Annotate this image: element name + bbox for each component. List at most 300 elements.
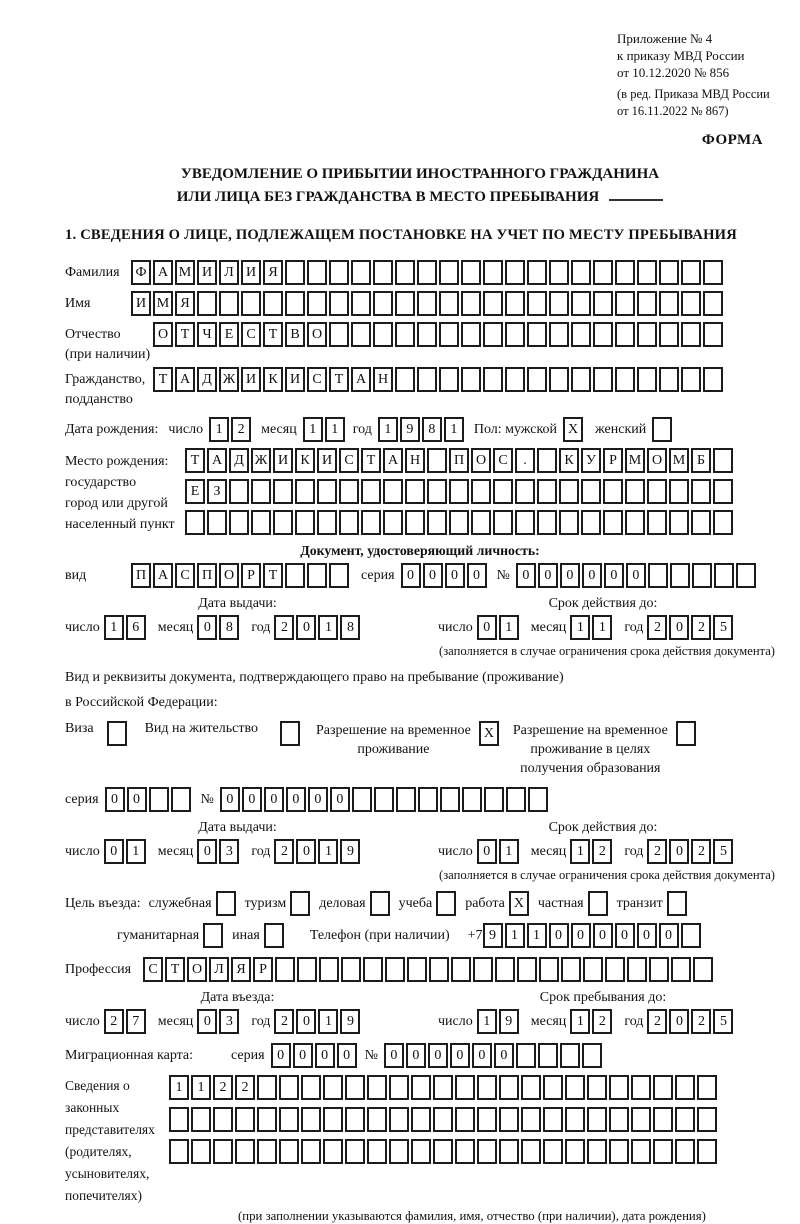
- char-cell[interactable]: 3: [219, 1009, 239, 1034]
- char-cell[interactable]: 2: [691, 839, 711, 864]
- char-cell[interactable]: [676, 721, 696, 746]
- char-cell[interactable]: 8: [219, 615, 239, 640]
- char-cell[interactable]: Д: [197, 367, 217, 392]
- char-cell[interactable]: [461, 291, 481, 316]
- char-cell[interactable]: С: [307, 367, 327, 392]
- char-cell[interactable]: [559, 510, 579, 535]
- char-cell[interactable]: [483, 260, 503, 285]
- char-cell[interactable]: [697, 1075, 717, 1100]
- char-cell[interactable]: 5: [713, 839, 733, 864]
- char-cell[interactable]: В: [285, 322, 305, 347]
- char-cell[interactable]: [433, 1107, 453, 1132]
- char-cell[interactable]: [363, 957, 383, 982]
- char-cell[interactable]: [539, 957, 559, 982]
- char-cell[interactable]: И: [285, 367, 305, 392]
- char-cell[interactable]: [433, 1075, 453, 1100]
- char-cell[interactable]: Н: [405, 448, 425, 473]
- char-cell[interactable]: [462, 787, 482, 812]
- char-cell[interactable]: [319, 957, 339, 982]
- char-cell[interactable]: [297, 957, 317, 982]
- char-cell[interactable]: [307, 260, 327, 285]
- char-cell[interactable]: [383, 510, 403, 535]
- char-cell[interactable]: [427, 479, 447, 504]
- char-cell[interactable]: 2: [647, 615, 667, 640]
- char-cell[interactable]: М: [153, 291, 173, 316]
- char-cell[interactable]: [257, 1139, 277, 1164]
- char-cell[interactable]: 0: [104, 839, 124, 864]
- char-cell[interactable]: Т: [175, 322, 195, 347]
- char-cell[interactable]: 0: [423, 563, 443, 588]
- char-cell[interactable]: [505, 367, 525, 392]
- char-cell[interactable]: Д: [229, 448, 249, 473]
- char-cell[interactable]: 1: [126, 839, 146, 864]
- char-cell[interactable]: [263, 291, 283, 316]
- char-cell[interactable]: 0: [637, 923, 657, 948]
- char-cell[interactable]: О: [471, 448, 491, 473]
- char-cell[interactable]: [389, 1139, 409, 1164]
- char-cell[interactable]: 1: [527, 923, 547, 948]
- char-cell[interactable]: Ж: [251, 448, 271, 473]
- char-cell[interactable]: [107, 721, 127, 746]
- char-cell[interactable]: [527, 260, 547, 285]
- char-cell[interactable]: X: [563, 417, 583, 442]
- char-cell[interactable]: 9: [483, 923, 503, 948]
- char-cell[interactable]: Р: [603, 448, 623, 473]
- char-cell[interactable]: 1: [570, 1009, 590, 1034]
- char-cell[interactable]: 0: [445, 563, 465, 588]
- char-cell[interactable]: [653, 1139, 673, 1164]
- char-cell[interactable]: [637, 291, 657, 316]
- char-cell[interactable]: 3: [219, 839, 239, 864]
- char-cell[interactable]: [549, 322, 569, 347]
- char-cell[interactable]: Р: [253, 957, 273, 982]
- char-cell[interactable]: [713, 479, 733, 504]
- char-cell[interactable]: [395, 367, 415, 392]
- char-cell[interactable]: [516, 1043, 536, 1068]
- char-cell[interactable]: [439, 367, 459, 392]
- char-cell[interactable]: Т: [165, 957, 185, 982]
- char-cell[interactable]: [307, 291, 327, 316]
- char-cell[interactable]: [307, 563, 327, 588]
- char-cell[interactable]: [559, 479, 579, 504]
- purpose-checkbox[interactable]: [203, 923, 223, 948]
- char-cell[interactable]: [527, 322, 547, 347]
- char-cell[interactable]: [593, 367, 613, 392]
- char-cell[interactable]: [367, 1075, 387, 1100]
- char-cell[interactable]: [389, 1075, 409, 1100]
- char-cell[interactable]: [279, 1107, 299, 1132]
- char-cell[interactable]: [560, 1043, 580, 1068]
- char-cell[interactable]: [323, 1075, 343, 1100]
- char-cell[interactable]: 0: [315, 1043, 335, 1068]
- char-cell[interactable]: [505, 322, 525, 347]
- char-cell[interactable]: [374, 787, 394, 812]
- char-cell[interactable]: [543, 1107, 563, 1132]
- char-cell[interactable]: Е: [219, 322, 239, 347]
- char-cell[interactable]: [352, 787, 372, 812]
- char-cell[interactable]: 5: [713, 615, 733, 640]
- char-cell[interactable]: [257, 1107, 277, 1132]
- char-cell[interactable]: 0: [669, 615, 689, 640]
- char-cell[interactable]: [285, 563, 305, 588]
- char-cell[interactable]: [405, 479, 425, 504]
- char-cell[interactable]: [693, 957, 713, 982]
- char-cell[interactable]: А: [175, 367, 195, 392]
- char-cell[interactable]: [659, 322, 679, 347]
- char-cell[interactable]: [603, 479, 623, 504]
- char-cell[interactable]: [149, 787, 169, 812]
- char-cell[interactable]: [185, 510, 205, 535]
- char-cell[interactable]: М: [625, 448, 645, 473]
- char-cell[interactable]: [517, 957, 537, 982]
- char-cell[interactable]: [631, 1139, 651, 1164]
- char-cell[interactable]: О: [647, 448, 667, 473]
- char-cell[interactable]: [582, 1043, 602, 1068]
- char-cell[interactable]: [483, 291, 503, 316]
- char-cell[interactable]: [341, 957, 361, 982]
- char-cell[interactable]: [411, 1139, 431, 1164]
- char-cell[interactable]: [329, 322, 349, 347]
- char-cell[interactable]: Ж: [219, 367, 239, 392]
- char-cell[interactable]: [615, 322, 635, 347]
- char-cell[interactable]: [543, 1075, 563, 1100]
- char-cell[interactable]: 0: [659, 923, 679, 948]
- char-cell[interactable]: [477, 1107, 497, 1132]
- char-cell[interactable]: [593, 322, 613, 347]
- char-cell[interactable]: 1: [499, 615, 519, 640]
- purpose-checkbox[interactable]: X: [509, 891, 529, 916]
- char-cell[interactable]: [549, 367, 569, 392]
- char-cell[interactable]: [505, 291, 525, 316]
- char-cell[interactable]: М: [175, 260, 195, 285]
- char-cell[interactable]: [671, 957, 691, 982]
- char-cell[interactable]: [395, 322, 415, 347]
- char-cell[interactable]: [361, 479, 381, 504]
- char-cell[interactable]: 0: [271, 1043, 291, 1068]
- char-cell[interactable]: [373, 322, 393, 347]
- char-cell[interactable]: X: [479, 721, 499, 746]
- char-cell[interactable]: [521, 1107, 541, 1132]
- char-cell[interactable]: 0: [330, 787, 350, 812]
- char-cell[interactable]: [697, 1139, 717, 1164]
- char-cell[interactable]: [691, 479, 711, 504]
- char-cell[interactable]: [169, 1139, 189, 1164]
- char-cell[interactable]: 1: [191, 1075, 211, 1100]
- char-cell[interactable]: [571, 260, 591, 285]
- char-cell[interactable]: [571, 367, 591, 392]
- char-cell[interactable]: [681, 260, 701, 285]
- char-cell[interactable]: [301, 1107, 321, 1132]
- char-cell[interactable]: [565, 1139, 585, 1164]
- char-cell[interactable]: [461, 322, 481, 347]
- char-cell[interactable]: 2: [235, 1075, 255, 1100]
- char-cell[interactable]: [495, 957, 515, 982]
- char-cell[interactable]: [440, 787, 460, 812]
- char-cell[interactable]: [351, 291, 371, 316]
- char-cell[interactable]: [521, 1139, 541, 1164]
- char-cell[interactable]: [571, 291, 591, 316]
- char-cell[interactable]: 0: [296, 615, 316, 640]
- char-cell[interactable]: [615, 367, 635, 392]
- char-cell[interactable]: 0: [286, 787, 306, 812]
- char-cell[interactable]: [499, 1075, 519, 1100]
- char-cell[interactable]: [653, 1075, 673, 1100]
- char-cell[interactable]: 8: [340, 615, 360, 640]
- char-cell[interactable]: 2: [691, 1009, 711, 1034]
- char-cell[interactable]: [389, 1107, 409, 1132]
- char-cell[interactable]: [609, 1107, 629, 1132]
- char-cell[interactable]: 0: [428, 1043, 448, 1068]
- char-cell[interactable]: [339, 479, 359, 504]
- char-cell[interactable]: 0: [477, 615, 497, 640]
- char-cell[interactable]: 1: [318, 615, 338, 640]
- char-cell[interactable]: 1: [303, 417, 323, 442]
- char-cell[interactable]: [229, 510, 249, 535]
- char-cell[interactable]: [251, 479, 271, 504]
- char-cell[interactable]: [241, 291, 261, 316]
- char-cell[interactable]: Т: [263, 563, 283, 588]
- char-cell[interactable]: [703, 367, 723, 392]
- char-cell[interactable]: Т: [153, 367, 173, 392]
- char-cell[interactable]: С: [175, 563, 195, 588]
- char-cell[interactable]: И: [317, 448, 337, 473]
- char-cell[interactable]: 0: [406, 1043, 426, 1068]
- char-cell[interactable]: [659, 260, 679, 285]
- char-cell[interactable]: [295, 510, 315, 535]
- char-cell[interactable]: [653, 1107, 673, 1132]
- char-cell[interactable]: [587, 1075, 607, 1100]
- char-cell[interactable]: [538, 1043, 558, 1068]
- char-cell[interactable]: 0: [472, 1043, 492, 1068]
- char-cell[interactable]: 1: [505, 923, 525, 948]
- char-cell[interactable]: [439, 291, 459, 316]
- purpose-checkbox[interactable]: [216, 891, 236, 916]
- char-cell[interactable]: 1: [318, 1009, 338, 1034]
- char-cell[interactable]: 1: [104, 615, 124, 640]
- char-cell[interactable]: 1: [325, 417, 345, 442]
- char-cell[interactable]: [561, 957, 581, 982]
- char-cell[interactable]: [627, 957, 647, 982]
- char-cell[interactable]: [571, 322, 591, 347]
- char-cell[interactable]: [670, 563, 690, 588]
- char-cell[interactable]: [191, 1107, 211, 1132]
- char-cell[interactable]: [528, 787, 548, 812]
- char-cell[interactable]: 8: [422, 417, 442, 442]
- char-cell[interactable]: [549, 291, 569, 316]
- char-cell[interactable]: [692, 563, 712, 588]
- char-cell[interactable]: [506, 787, 526, 812]
- char-cell[interactable]: 1: [318, 839, 338, 864]
- char-cell[interactable]: [675, 1075, 695, 1100]
- char-cell[interactable]: [669, 510, 689, 535]
- char-cell[interactable]: 0: [127, 787, 147, 812]
- char-cell[interactable]: 9: [499, 1009, 519, 1034]
- char-cell[interactable]: [587, 1139, 607, 1164]
- char-cell[interactable]: О: [307, 322, 327, 347]
- char-cell[interactable]: 2: [592, 839, 612, 864]
- char-cell[interactable]: [461, 260, 481, 285]
- char-cell[interactable]: 0: [197, 615, 217, 640]
- char-cell[interactable]: [625, 479, 645, 504]
- char-cell[interactable]: [280, 721, 300, 746]
- char-cell[interactable]: 0: [604, 563, 624, 588]
- char-cell[interactable]: 2: [104, 1009, 124, 1034]
- char-cell[interactable]: 0: [560, 563, 580, 588]
- char-cell[interactable]: [483, 322, 503, 347]
- char-cell[interactable]: [461, 367, 481, 392]
- char-cell[interactable]: 5: [713, 1009, 733, 1034]
- char-cell[interactable]: [345, 1075, 365, 1100]
- char-cell[interactable]: [417, 322, 437, 347]
- char-cell[interactable]: [323, 1139, 343, 1164]
- char-cell[interactable]: [207, 510, 227, 535]
- char-cell[interactable]: [649, 957, 669, 982]
- char-cell[interactable]: П: [131, 563, 151, 588]
- char-cell[interactable]: [329, 291, 349, 316]
- char-cell[interactable]: 0: [582, 563, 602, 588]
- char-cell[interactable]: [171, 787, 191, 812]
- char-cell[interactable]: 2: [213, 1075, 233, 1100]
- char-cell[interactable]: З: [207, 479, 227, 504]
- char-cell[interactable]: А: [153, 260, 173, 285]
- char-cell[interactable]: [603, 510, 623, 535]
- char-cell[interactable]: [439, 260, 459, 285]
- char-cell[interactable]: 2: [691, 615, 711, 640]
- char-cell[interactable]: [361, 510, 381, 535]
- char-cell[interactable]: [625, 510, 645, 535]
- char-cell[interactable]: И: [273, 448, 293, 473]
- char-cell[interactable]: [637, 260, 657, 285]
- char-cell[interactable]: К: [559, 448, 579, 473]
- char-cell[interactable]: 0: [242, 787, 262, 812]
- char-cell[interactable]: [648, 563, 668, 588]
- char-cell[interactable]: [455, 1107, 475, 1132]
- char-cell[interactable]: С: [241, 322, 261, 347]
- char-cell[interactable]: [373, 291, 393, 316]
- char-cell[interactable]: 0: [477, 839, 497, 864]
- char-cell[interactable]: И: [197, 260, 217, 285]
- char-cell[interactable]: О: [187, 957, 207, 982]
- char-cell[interactable]: [367, 1107, 387, 1132]
- char-cell[interactable]: 6: [126, 615, 146, 640]
- char-cell[interactable]: 7: [126, 1009, 146, 1034]
- char-cell[interactable]: 1: [477, 1009, 497, 1034]
- char-cell[interactable]: И: [241, 260, 261, 285]
- char-cell[interactable]: 0: [384, 1043, 404, 1068]
- char-cell[interactable]: [351, 260, 371, 285]
- char-cell[interactable]: [317, 479, 337, 504]
- char-cell[interactable]: [583, 957, 603, 982]
- char-cell[interactable]: [515, 510, 535, 535]
- char-cell[interactable]: 1: [570, 615, 590, 640]
- purpose-checkbox[interactable]: [667, 891, 687, 916]
- char-cell[interactable]: [593, 291, 613, 316]
- char-cell[interactable]: 1: [592, 615, 612, 640]
- char-cell[interactable]: [637, 367, 657, 392]
- char-cell[interactable]: .: [515, 448, 535, 473]
- char-cell[interactable]: А: [207, 448, 227, 473]
- char-cell[interactable]: [537, 479, 557, 504]
- char-cell[interactable]: [493, 479, 513, 504]
- char-cell[interactable]: 0: [450, 1043, 470, 1068]
- char-cell[interactable]: [383, 479, 403, 504]
- char-cell[interactable]: [373, 260, 393, 285]
- char-cell[interactable]: 0: [669, 1009, 689, 1034]
- char-cell[interactable]: [647, 510, 667, 535]
- char-cell[interactable]: [197, 291, 217, 316]
- char-cell[interactable]: [521, 1075, 541, 1100]
- char-cell[interactable]: [537, 510, 557, 535]
- char-cell[interactable]: 1: [570, 839, 590, 864]
- purpose-checkbox[interactable]: [370, 891, 390, 916]
- char-cell[interactable]: [427, 510, 447, 535]
- char-cell[interactable]: [279, 1075, 299, 1100]
- purpose-checkbox[interactable]: [436, 891, 456, 916]
- char-cell[interactable]: 0: [308, 787, 328, 812]
- char-cell[interactable]: Л: [209, 957, 229, 982]
- char-cell[interactable]: [527, 291, 547, 316]
- char-cell[interactable]: [418, 787, 438, 812]
- char-cell[interactable]: [675, 1139, 695, 1164]
- char-cell[interactable]: [367, 1139, 387, 1164]
- char-cell[interactable]: 2: [647, 839, 667, 864]
- char-cell[interactable]: [681, 923, 701, 948]
- char-cell[interactable]: [301, 1075, 321, 1100]
- char-cell[interactable]: [537, 448, 557, 473]
- char-cell[interactable]: 9: [400, 417, 420, 442]
- char-cell[interactable]: [697, 1107, 717, 1132]
- char-cell[interactable]: [339, 510, 359, 535]
- char-cell[interactable]: 0: [549, 923, 569, 948]
- char-cell[interactable]: 2: [592, 1009, 612, 1034]
- char-cell[interactable]: [669, 479, 689, 504]
- char-cell[interactable]: И: [131, 291, 151, 316]
- char-cell[interactable]: [329, 260, 349, 285]
- char-cell[interactable]: К: [295, 448, 315, 473]
- char-cell[interactable]: [395, 291, 415, 316]
- char-cell[interactable]: [587, 1107, 607, 1132]
- char-cell[interactable]: С: [493, 448, 513, 473]
- char-cell[interactable]: [615, 291, 635, 316]
- char-cell[interactable]: Я: [175, 291, 195, 316]
- char-cell[interactable]: П: [197, 563, 217, 588]
- char-cell[interactable]: С: [143, 957, 163, 982]
- char-cell[interactable]: [477, 1139, 497, 1164]
- char-cell[interactable]: 2: [647, 1009, 667, 1034]
- char-cell[interactable]: 2: [274, 1009, 294, 1034]
- char-cell[interactable]: 0: [467, 563, 487, 588]
- char-cell[interactable]: [219, 291, 239, 316]
- char-cell[interactable]: [549, 260, 569, 285]
- char-cell[interactable]: [637, 322, 657, 347]
- char-cell[interactable]: [273, 479, 293, 504]
- char-cell[interactable]: [317, 510, 337, 535]
- char-cell[interactable]: [345, 1107, 365, 1132]
- char-cell[interactable]: [455, 1075, 475, 1100]
- purpose-checkbox[interactable]: [588, 891, 608, 916]
- char-cell[interactable]: [703, 291, 723, 316]
- char-cell[interactable]: [295, 479, 315, 504]
- char-cell[interactable]: [407, 957, 427, 982]
- char-cell[interactable]: 0: [593, 923, 613, 948]
- char-cell[interactable]: Т: [263, 322, 283, 347]
- char-cell[interactable]: 0: [293, 1043, 313, 1068]
- char-cell[interactable]: [395, 260, 415, 285]
- char-cell[interactable]: С: [339, 448, 359, 473]
- char-cell[interactable]: [449, 510, 469, 535]
- char-cell[interactable]: [713, 510, 733, 535]
- char-cell[interactable]: [451, 957, 471, 982]
